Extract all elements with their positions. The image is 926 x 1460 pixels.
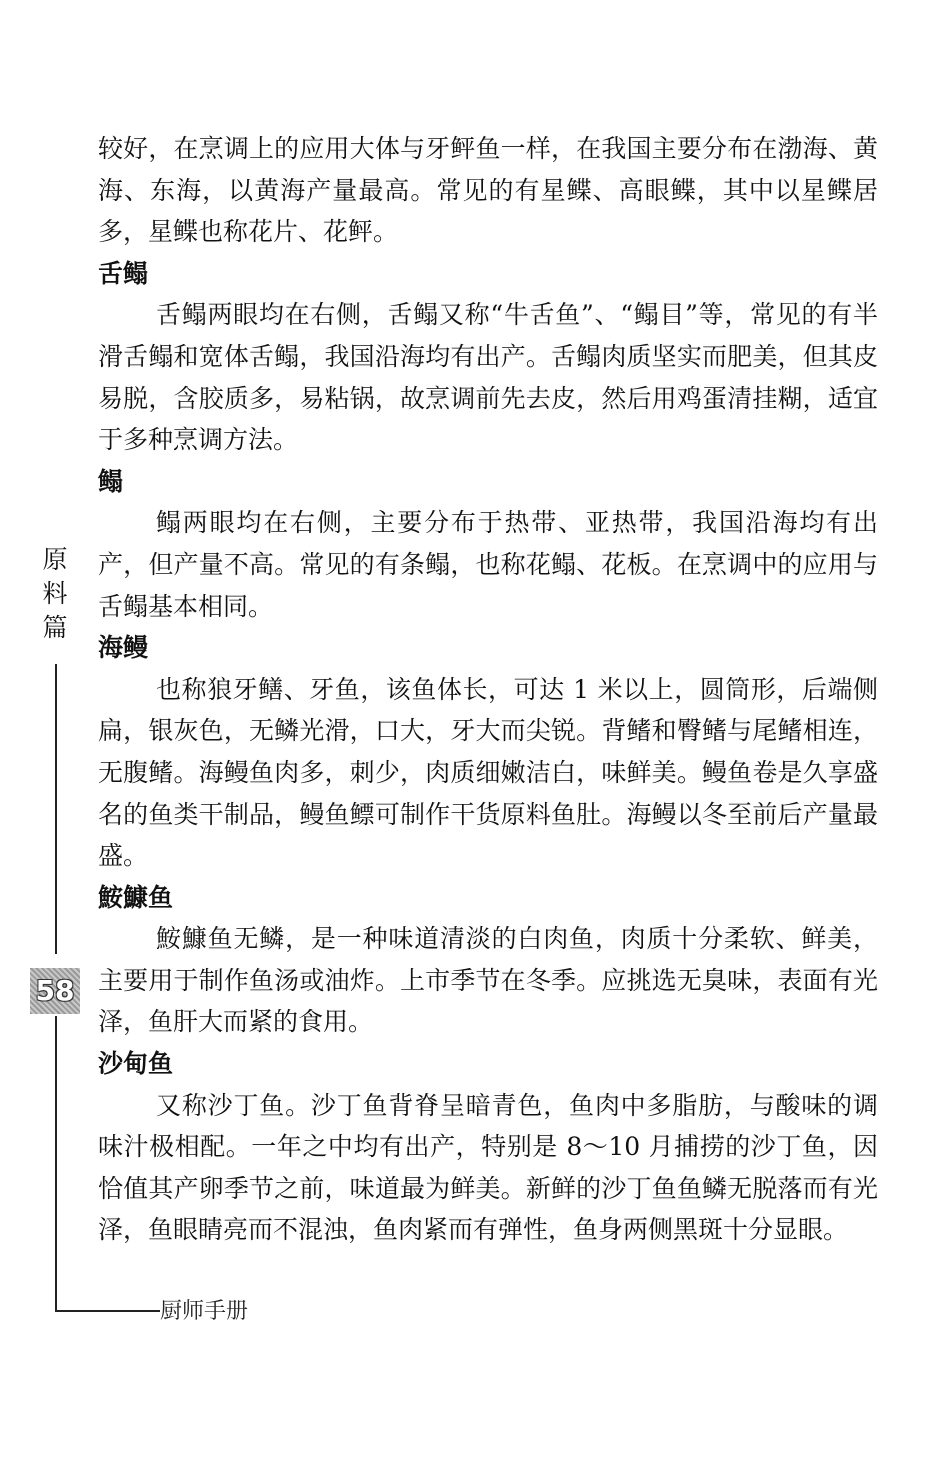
section-paragraph: 舌鳎两眼均在右侧，舌鳎又称“牛舌鱼”、“鳎目”等，常见的有半滑舌鳎和宽体舌鳎，我国沿海均有出产。舌鳎肉质坚实而肥美，但其皮易脱，含胶质多，易粘锅，故烹调前先去皮，然后用鸡蛋清挂糊，适宜于多种烹调方法。 — [98, 300, 878, 455]
footer-title: 厨师手册 — [160, 1299, 249, 1324]
page-number: 58 — [35, 974, 75, 1007]
margin-rule-upper — [55, 664, 57, 954]
body-text — [98, 128, 878, 1251]
section-paragraph: 鮟鱇鱼无鳞，是一种味道清淡的白肉鱼，肉质十分柔软、鲜美，主要用于制作鱼汤或油炸。上市季节在冬季。应挑选无臭味，表面有光泽，鱼肝大而紧的食用。 — [98, 924, 878, 1037]
section-label-char: 篇 — [42, 613, 68, 642]
section-paragraph: 也称狼牙鳝、牙鱼，该鱼体长，可达 1 米以上，圆筒形，后端侧扁，银灰色，无鳞光滑，口大，牙大而尖锐。背鳍和臀鳍与尾鳍相连，无腹鳍。海鳗鱼肉多，刺少，肉质细嫩洁白，味鲜美。鳗鱼卷是久享盛名的鱼类干制品，鳗鱼鳔可制作干货原料鱼肚。海鳗以冬至前后产量最盛。 — [98, 674, 878, 871]
section-label — [40, 543, 70, 645]
section-heading: 鮟鱇鱼 — [98, 882, 174, 912]
margin-rule-lower — [55, 1016, 57, 1310]
section-paragraph: 鳎两眼均在右侧，主要分布于热带、亚热带，我国沿海均有出产，但产量不高。常见的有条鳎，也称花鳎、花板。在烹调中的应用与舌鳎基本相同。 — [98, 508, 878, 621]
paragraph-continued: 较好，在烹调上的应用大体与牙鲆鱼一样，在我国主要分布在渤海、黄海、东海，以黄海产量最高。常见的有星鲽、高眼鲽，其中以星鲽居多，星鲽也称花片、花鲆。 — [98, 134, 878, 247]
section-heading: 鳎 — [98, 466, 124, 496]
section-label-char: 料 — [42, 579, 68, 608]
page-number-badge — [30, 968, 80, 1014]
section-heading: 舌鳎 — [98, 258, 149, 288]
footer-rule — [55, 1310, 160, 1312]
section-heading: 沙甸鱼 — [98, 1049, 174, 1079]
section-paragraph: 又称沙丁鱼。沙丁鱼背脊呈暗青色，鱼肉中多脂肪，与酸味的调味汁极相配。一年之中均有出产，特别是 8～10 月捕捞的沙丁鱼，因恰值其产卵季节之前，味道最为鲜美。新鲜的沙丁鱼鱼鳞无脱落而有光泽，鱼眼睛亮而不混浊，鱼肉紧而有弹性，鱼身两侧黑斑十分显眼。 — [98, 1090, 878, 1245]
section-heading: 海鳗 — [98, 633, 149, 663]
section-label-char: 原 — [42, 545, 68, 574]
